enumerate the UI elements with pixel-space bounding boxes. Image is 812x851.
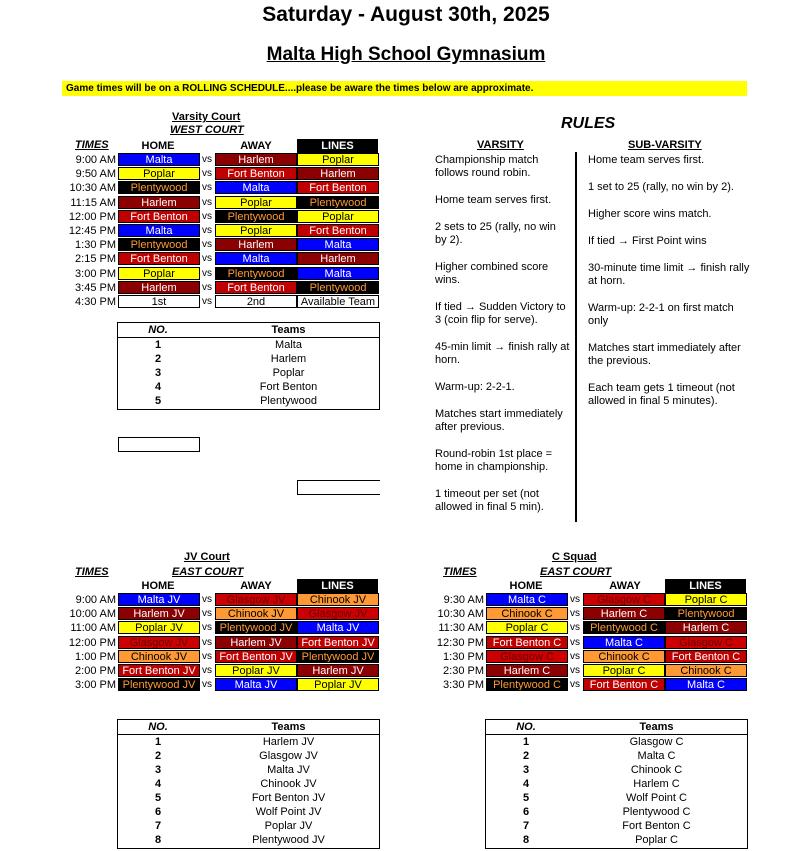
blank-box [118,437,200,452]
team-name: Plentywood JV [252,834,325,846]
csquad-times-label: TIMES [443,566,477,578]
lines-team: Malta [297,267,379,280]
csquad-court-sub: EAST COURT [540,566,612,578]
team-number: 6 [522,806,530,818]
team-row [118,749,379,763]
vs-label: vs [202,196,212,208]
lines-team: Malta C [665,678,747,691]
away-team: Malta [215,181,297,194]
rule-item: 2 sets to 25 (rally, no win by 2). [435,221,556,246]
home-team: Chinook JV [118,650,200,663]
jv-away-header: AWAY [216,579,296,594]
team-name: Poplar [272,367,305,379]
varsity-teams-table [117,322,380,410]
team-row [486,805,747,819]
rule-item: Round-robin 1st place = home in championship. [435,448,553,473]
match-time: 3:45 PM [75,281,116,294]
jv-home-header: HOME [118,579,198,594]
lines-team: Fort Benton JV [297,636,379,649]
away-team: Plentywood C [583,621,665,634]
home-team: Plentywood C [486,678,568,691]
away-team: Fort Benton C [583,678,665,691]
away-team: Harlem JV [215,636,297,649]
lines-team: Chinook JV [297,593,379,606]
team-number: 7 [154,820,162,832]
vs-label: vs [202,594,212,605]
vs-label: vs [202,281,212,293]
team-row [118,735,379,749]
lines-team: Plentywood [665,607,747,620]
home-team: Harlem JV [118,607,200,620]
team-name: Wolf Point C [626,792,687,804]
home-team: Malta [118,153,200,166]
vs-label: vs [570,679,580,691]
away-team: Harlem C [583,607,665,620]
lines-team: Poplar C [665,593,747,606]
team-name: Fort Benton JV [251,792,326,804]
away-team: Plentywood JV [215,621,297,634]
team-name: Plentywood C [622,806,691,818]
varsity-home-header: HOME [118,139,198,154]
match-time: 9:00 AM [75,594,116,606]
home-team: Poplar JV [118,621,200,634]
lines-team: Poplar [297,153,379,166]
rule-item: If tied → First Point wins [588,235,707,247]
home-team: Glasgow JV [118,636,200,649]
vs-label: vs [202,608,212,620]
match-time: 1:00 PM [75,650,116,663]
team-row [118,763,379,777]
team-number: 1 [154,339,162,351]
lines-team: Available Team [297,295,379,308]
team-name: Harlem [270,353,307,365]
away-team: Chinook C [583,650,665,663]
team-number: 1 [154,736,162,748]
away-team: Poplar [215,224,297,237]
vs-label: vs [202,636,212,648]
home-team: Fort Benton [118,252,200,265]
team-number: 8 [522,834,530,846]
teams-header: Teams [271,721,306,733]
rule-item: 1 set to 25 (rally, no win by 2). [588,181,734,193]
home-team: Malta C [486,593,568,606]
team-row [118,819,379,833]
home-team: Plentywood [118,238,200,251]
away-team: Poplar C [583,664,665,677]
varsity-court-title: Varsity Court [172,111,241,123]
match-time: 10:30 AM [69,182,116,195]
vs-label: vs [202,665,212,676]
home-team: Malta [118,224,200,237]
match-time: 2:30 PM [443,665,484,677]
away-team: Glasgow JV [215,593,297,606]
match-time: 3:00 PM [75,679,116,692]
team-name: Malta [275,339,302,351]
rule-item: Warm-up: 2-2-1. [435,381,515,393]
venue-title: Malta High School Gymnasium [266,44,546,65]
match-time: 4:30 PM [75,296,116,308]
away-team: Harlem [215,153,297,166]
lines-team: Fort Benton [297,181,379,194]
vs-label: vs [570,650,580,662]
rule-item: Each team gets 1 timeout (not allowed in final 5 minutes). [588,382,735,407]
home-team: Harlem C [486,664,568,677]
match-time: 1:30 PM [443,650,484,663]
rule-item: Home team serves first. [588,154,705,166]
team-number: 4 [154,778,162,790]
vs-label: vs [202,296,212,307]
lines-team: Harlem [297,252,379,265]
csquad-home-header: HOME [486,579,566,594]
varsity-lines-header: LINES [297,139,378,153]
team-name: Plentywood [260,395,317,407]
home-team: Poplar [118,267,200,280]
team-row [486,833,747,847]
team-name: Harlem C [633,778,680,790]
away-team: Chinook JV [215,607,297,620]
lines-team: Plentywood [297,281,379,294]
team-number: 5 [522,792,530,804]
jv-court-title: JV Court [184,551,230,563]
away-team: Glasgow C [583,593,665,606]
home-team: Chinook C [486,607,568,620]
varsity-away-header: AWAY [216,139,296,154]
lines-team: Plentywood [297,196,379,209]
team-number: 3 [154,764,162,776]
match-time: 2:15 PM [75,253,116,266]
home-team: Fort Benton JV [118,664,200,677]
team-number: 3 [522,764,530,776]
match-time: 12:30 PM [436,636,484,649]
home-team: Poplar C [486,621,568,634]
home-team: Plentywood JV [118,678,200,691]
match-time: 9:30 AM [443,594,484,606]
vs-label: vs [202,168,212,180]
lines-team: Harlem C [665,621,747,634]
home-team: Plentywood [118,181,200,194]
vs-label: vs [570,594,580,605]
team-row [486,819,747,833]
away-team: Malta [215,252,297,265]
lines-team: Chinook C [665,664,747,677]
team-row [118,805,379,819]
varsity-rules [435,154,570,528]
csquad-away-header: AWAY [585,579,665,594]
away-team: Malta C [583,636,665,649]
home-team: Glasgow C [486,650,568,663]
vs-label: vs [570,636,580,648]
vs-label: vs [202,622,212,634]
team-row [118,366,379,380]
rules-divider [575,152,577,522]
lines-team: Fort Benton C [665,650,747,663]
rule-item: Matches start immediately after the previous. [588,342,741,367]
csquad-lines-header: LINES [665,579,746,593]
home-team: Fort Benton C [486,636,568,649]
vs-label: vs [202,239,212,251]
team-name: Glasgow JV [259,750,318,762]
team-row [486,791,747,805]
match-time: 9:50 AM [75,168,116,181]
team-row [118,833,379,847]
home-team: Harlem [118,196,200,209]
team-number: 6 [154,806,162,818]
vs-label: vs [202,253,212,265]
team-name: Chinook C [630,764,683,776]
team-name: Poplar JV [264,820,313,832]
lines-team: Plentywood JV [297,650,379,663]
lines-team: Harlem [297,167,379,180]
team-row [118,394,379,408]
match-time: 11:15 AM [70,196,116,209]
vs-label: vs [202,267,212,279]
match-time: 12:00 PM [68,636,116,649]
team-number: 3 [154,367,162,379]
home-team: Poplar [118,167,200,180]
varsity-times-label: TIMES [75,139,109,151]
rule-item: If tied → Sudden Victory to 3 (coin flip for serve). [435,301,566,326]
away-team: Malta JV [215,678,297,691]
team-name: Harlem JV [262,736,315,748]
schedule-banner: Game times will be on a ROLLING SCHEDULE....please be aware the times below are approximate. [62,81,747,96]
team-number: 2 [154,353,162,365]
jv-teams-table [117,719,380,849]
team-number: 8 [154,834,162,846]
lines-team: Glasgow JV [297,607,379,620]
away-team: Fort Benton JV [215,650,297,663]
team-row [118,352,379,366]
lines-team: Malta JV [297,621,379,634]
vs-label: vs [570,608,580,620]
match-time: 12:00 PM [68,210,116,223]
vs-label: vs [202,182,212,194]
no-header: NO. [516,721,536,733]
vs-label: vs [570,622,580,634]
match-time: 9:00 AM [75,154,116,166]
team-row [118,380,379,394]
vs-label: vs [202,650,212,662]
away-team: Poplar JV [215,664,297,677]
no-header: NO. [148,324,168,336]
team-number: 5 [154,792,162,804]
team-name: Malta C [637,750,676,762]
away-team: Plentywood [215,267,297,280]
team-row [486,763,747,777]
away-team: 2nd [215,295,297,308]
home-team: Fort Benton [118,210,200,223]
lines-team: Poplar JV [297,678,379,691]
rules-varsity-title: VARSITY [477,139,524,151]
team-number: 1 [522,736,530,748]
match-time: 12:45 PM [68,225,116,237]
vs-label: vs [202,154,212,165]
team-number: 5 [154,395,162,407]
rules-subvarsity-title: SUB-VARSITY [628,139,702,151]
team-number: 4 [154,381,162,393]
rule-item: Higher combined score wins. [435,261,549,286]
jv-lines-header: LINES [297,579,378,593]
home-team: Harlem [118,281,200,294]
rule-item: 1 timeout per set (not allowed in final 5 min). [435,488,544,513]
away-team: Harlem [215,238,297,251]
team-row [118,777,379,791]
varsity-court-sub: WEST COURT [170,124,244,136]
blank-box [297,480,380,495]
vs-label: vs [202,210,212,222]
jv-court-sub: EAST COURT [172,566,244,578]
team-row [118,338,379,352]
away-team: Fort Benton [215,167,297,180]
team-name: Fort Benton [259,381,318,393]
team-name: Fort Benton C [622,820,691,832]
no-header: NO. [148,721,168,733]
lines-team: Harlem JV [297,664,379,677]
team-number: 2 [154,750,162,762]
vs-label: vs [570,665,580,676]
rule-item: Warm-up: 2-2-1 on first match only [588,302,734,327]
teams-header: Teams [639,721,674,733]
vs-label: vs [202,225,212,236]
match-time: 2:00 PM [75,665,116,677]
rule-item: Championship match follows round robin. [435,154,539,179]
match-time: 10:00 AM [69,608,116,621]
subvarsity-rules [588,154,753,422]
match-time: 10:30 AM [437,608,484,621]
vs-label: vs [202,679,212,691]
team-name: Wolf Point JV [255,806,322,818]
team-row [486,777,747,791]
team-number: 2 [522,750,530,762]
csquad-teams-table [485,719,748,849]
match-time: 11:00 AM [70,622,116,635]
match-time: 3:00 PM [75,267,116,280]
away-team: Fort Benton [215,281,297,294]
rule-item: Higher score wins match. [588,208,712,220]
lines-team: Fort Benton [297,224,379,237]
team-row [486,749,747,763]
match-time: 11:30 AM [438,622,484,635]
lines-team: Glasgow C [665,636,747,649]
away-team: Plentywood [215,210,297,223]
home-team: 1st [118,295,200,308]
team-row [486,735,747,749]
teams-header: Teams [271,324,306,336]
team-name: Glasgow C [629,736,684,748]
rule-item: Matches start immediately after previous. [435,408,563,433]
team-name: Chinook JV [260,778,317,790]
team-name: Malta JV [267,764,310,776]
csquad-title: C Squad [552,551,597,563]
page-title: Saturday - August 30th, 2025 [262,3,550,26]
jv-times-label: TIMES [75,566,109,578]
team-row [118,791,379,805]
rule-item: 45-min limit → finish rally at horn. [435,341,570,366]
match-time: 1:30 PM [75,239,116,252]
rules-title: RULES [561,115,616,132]
lines-team: Malta [297,238,379,251]
home-team: Malta JV [118,593,200,606]
lines-team: Poplar [297,210,379,223]
team-name: Poplar C [635,834,678,846]
team-number: 7 [522,820,530,832]
team-number: 4 [522,778,530,790]
match-time: 3:30 PM [443,679,484,692]
rule-item: Home team serves first. [435,194,552,206]
rule-item: 30-minute time limit → finish rally at horn. [588,262,750,287]
away-team: Poplar [215,196,297,209]
